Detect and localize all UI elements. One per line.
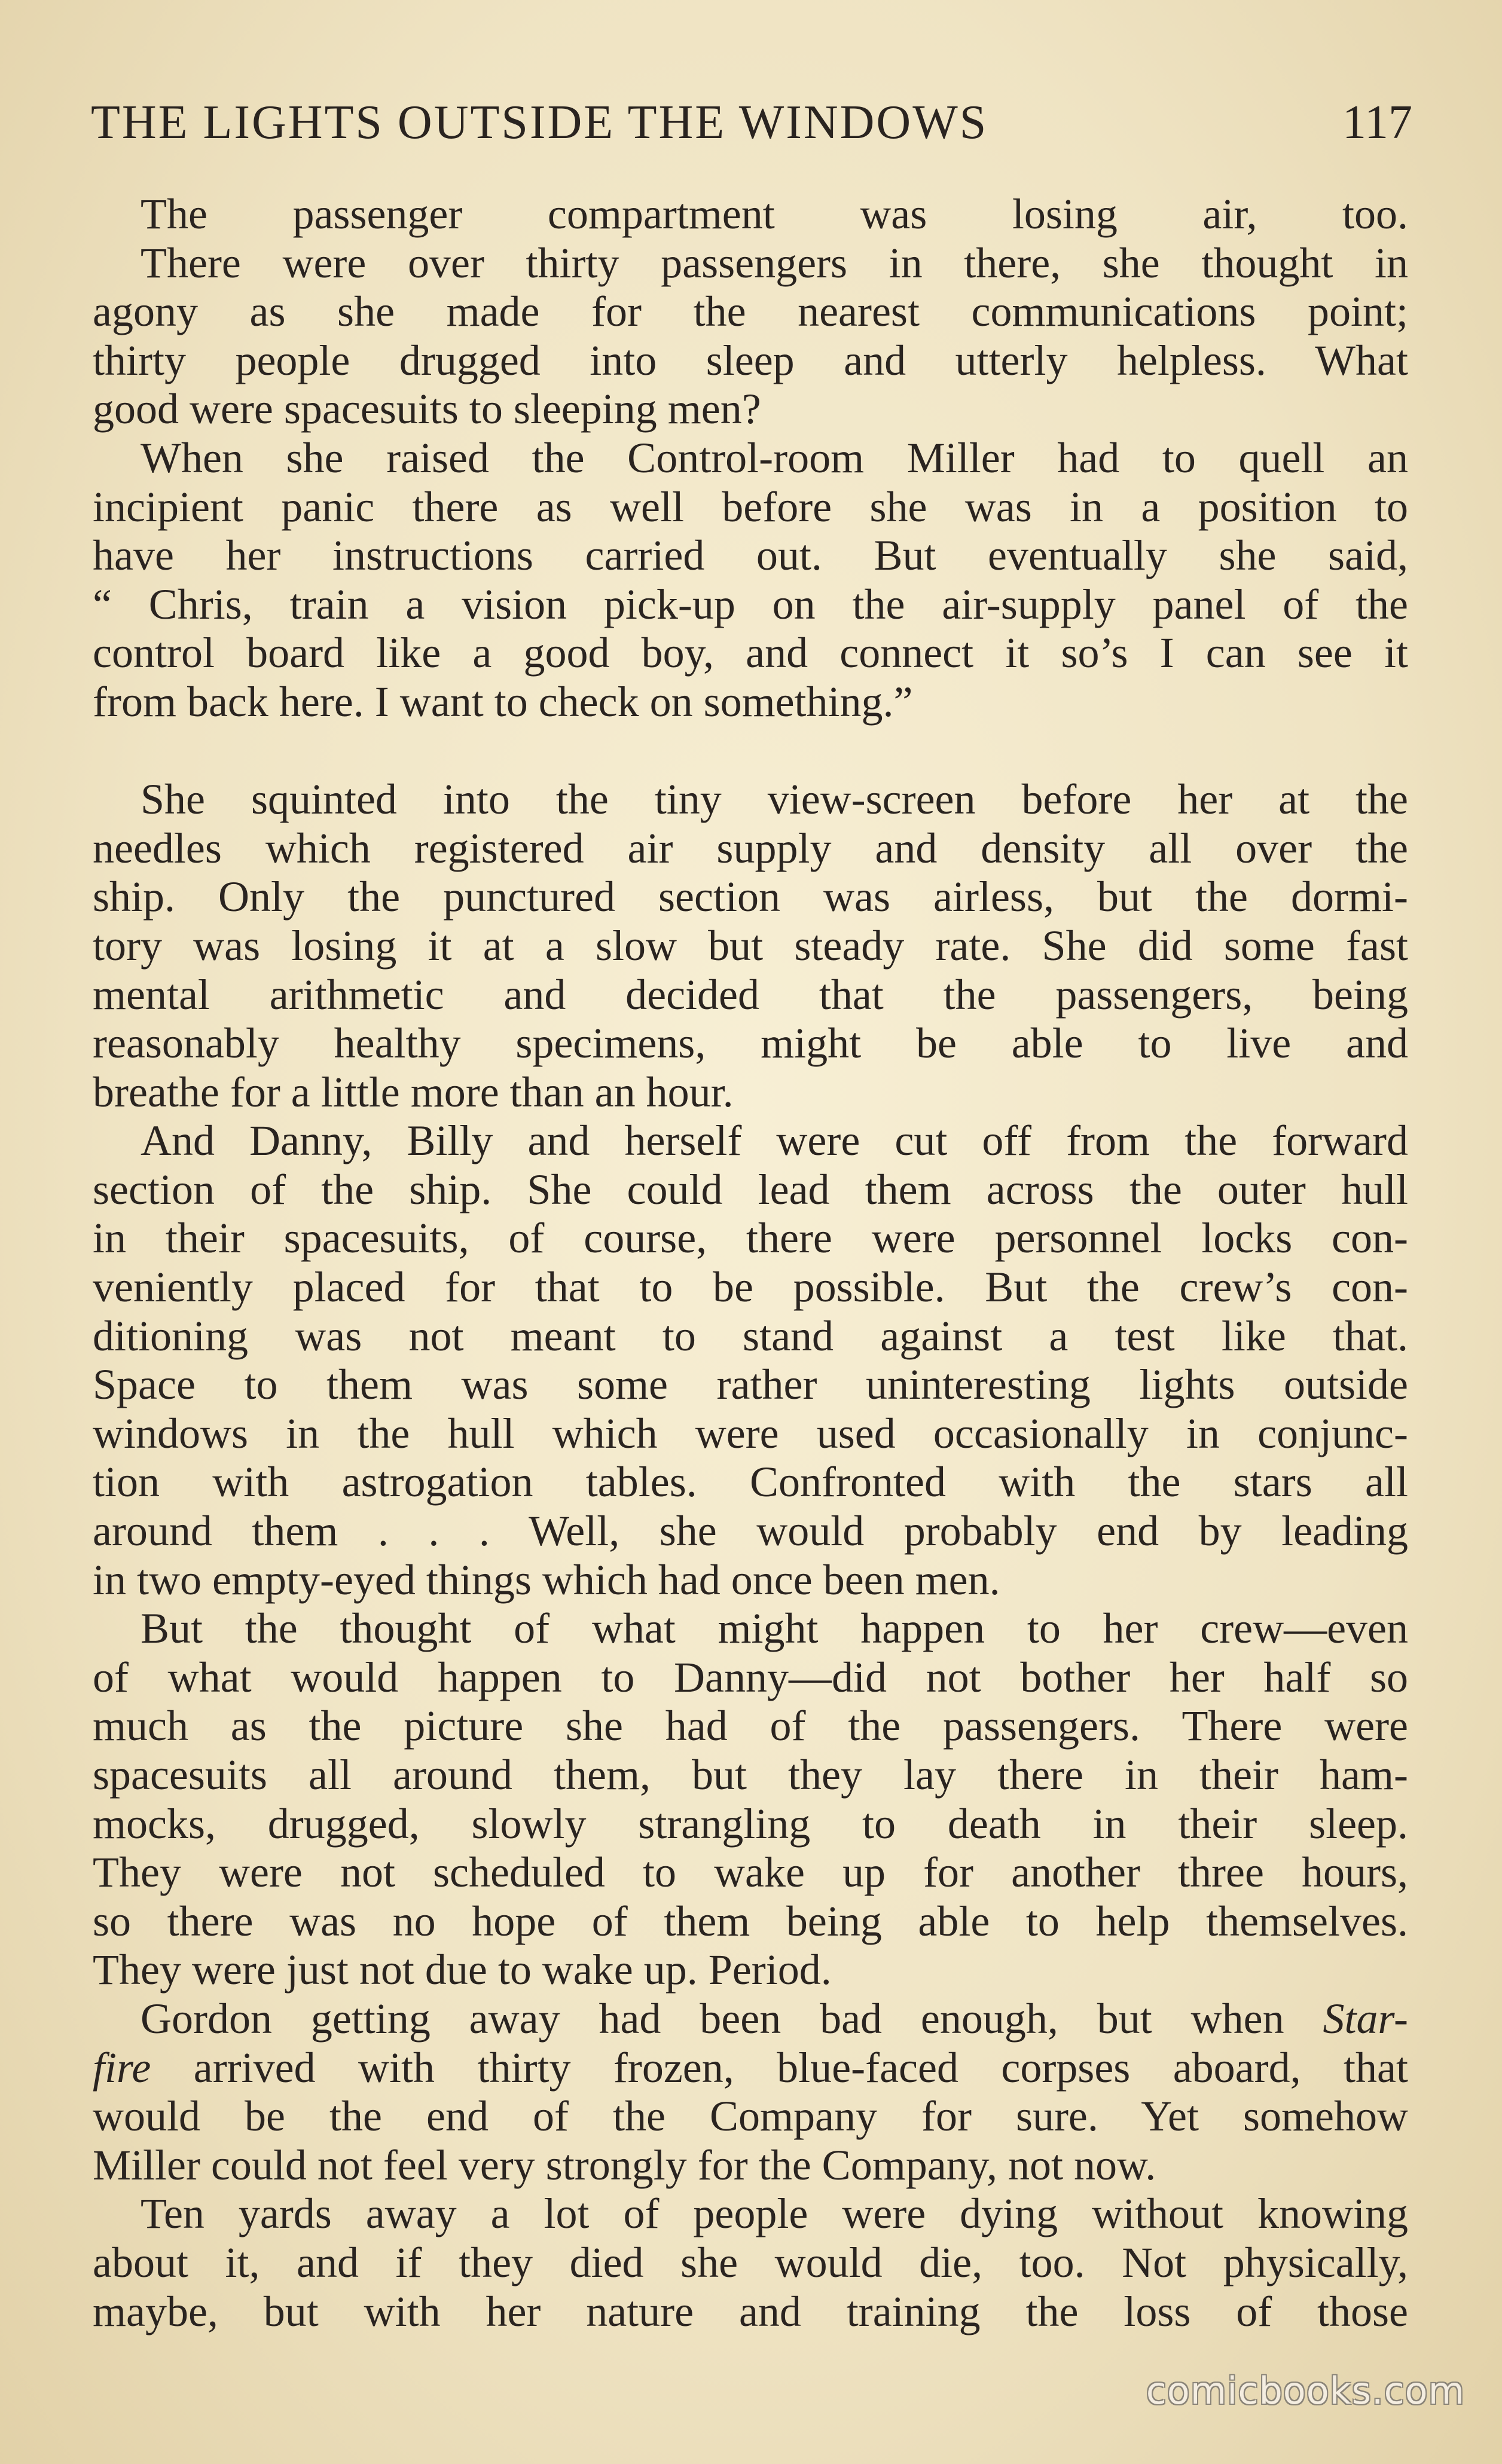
text-line: much as the picture she had of the passengers. There were <box>93 1702 1408 1750</box>
text-line: in two empty-eyed things which had once been men. <box>93 1555 1000 1604</box>
watermark: comicbooks.com <box>1146 2369 1465 2413</box>
text-line: about it, and if they died she would die, too. Not physically, <box>93 2238 1408 2286</box>
text-line: reasonably healthy specimens, might be able to live and <box>93 1019 1408 1068</box>
text-line <box>93 2044 1408 2093</box>
text-line: around them . . . Well, she would probably end by leading <box>93 1507 1408 1555</box>
text-line: maybe, but with her nature and training the loss of those <box>93 2287 1408 2335</box>
text-line: Miller could not feel very strongly for the Company, not now. <box>93 2141 1156 2189</box>
text-line: good were spacesuits to sleeping men? <box>93 385 761 433</box>
text-line: mental arithmetic and decided that the passengers, being <box>93 970 1408 1019</box>
text-line: tory was losing it at a slow but steady rate. She did some fast <box>93 921 1408 970</box>
text-line: breathe for a little more than an hour. <box>93 1068 734 1116</box>
text-line: needles which registered air supply and density all over the <box>93 824 1408 872</box>
text-segment: Gordon getting away had been bad enough, but when <box>141 1994 1284 2043</box>
running-head: THE LIGHTS OUTSIDE THE WINDOWS <box>91 96 988 149</box>
page-header <box>91 90 1412 155</box>
text-line <box>93 1995 1408 2044</box>
text-line: section of the ship. She could lead them across the outer hull <box>93 1165 1408 1213</box>
text-line: would be the end of the Company for sure. Yet somehow <box>93 2092 1408 2141</box>
text-line: They were not scheduled to wake up for another three hours, <box>93 1848 1408 1897</box>
text-line: But the thought of what might happen to her crew—even <box>141 1604 1408 1653</box>
text-line: tion with astrogation tables. Confronted with the stars all <box>93 1458 1408 1506</box>
text-segment: arrived with thirty frozen, blue-faced corpses aboard, that <box>193 2043 1408 2092</box>
text-line: windows in the hull which were used occasionally in conjunc- <box>93 1409 1408 1457</box>
text-line: incipient panic there as well before she was in a position to <box>93 482 1408 531</box>
text-line: so there was no hope of them being able to help themselves. <box>93 1897 1408 1945</box>
text-line: The passenger compartment was losing air, too. <box>141 190 1408 238</box>
text-line: in their spacesuits, of course, there were personnel locks con- <box>93 1214 1408 1262</box>
text-line: “ Chris, train a vision pick-up on the air-supply panel of the <box>93 580 1408 628</box>
body-text <box>93 190 1408 2336</box>
text-line: thirty people drugged into sleep and utterly helpless. What <box>93 336 1408 384</box>
text-line: control board like a good boy, and connect it so’s I can see it <box>93 629 1408 677</box>
page-number: 117 <box>1342 96 1412 149</box>
text-line: ship. Only the punctured section was airless, but the dormi- <box>93 873 1408 921</box>
text-line: They were just not due to wake up. Period. <box>93 1946 832 1994</box>
text-line: from back here. I want to check on something.” <box>93 677 913 726</box>
text-line: There were over thirty passengers in there, she thought in <box>141 239 1408 287</box>
text-line: Space to them was some rather uninteresting lights outside <box>93 1361 1408 1409</box>
text-line: spacesuits all around them, but they lay there in their ham- <box>93 1751 1408 1799</box>
text-line: agony as she made for the nearest communications point; <box>93 288 1408 336</box>
ship-name-part: Star- <box>1323 1994 1408 2043</box>
text-line: Ten yards away a lot of people were dying without knowing <box>141 2190 1408 2238</box>
ship-name-part: fire <box>93 2043 151 2092</box>
text-line: have her instructions carried out. But eventually she said, <box>93 531 1408 580</box>
text-line: mocks, drugged, slowly strangling to death in their sleep. <box>93 1799 1408 1848</box>
text-line: She squinted into the tiny view-screen before her at the <box>141 775 1408 824</box>
text-line: veniently placed for that to be possible. But the crew’s con- <box>93 1263 1408 1312</box>
text-line: of what would happen to Danny—did not bother her half so <box>93 1653 1408 1701</box>
text-line: ditioning was not meant to stand against a test like that. <box>93 1312 1408 1360</box>
text-line: And Danny, Billy and herself were cut off from the forward <box>141 1117 1408 1165</box>
text-line: When she raised the Control-room Miller had to quell an <box>141 433 1408 482</box>
